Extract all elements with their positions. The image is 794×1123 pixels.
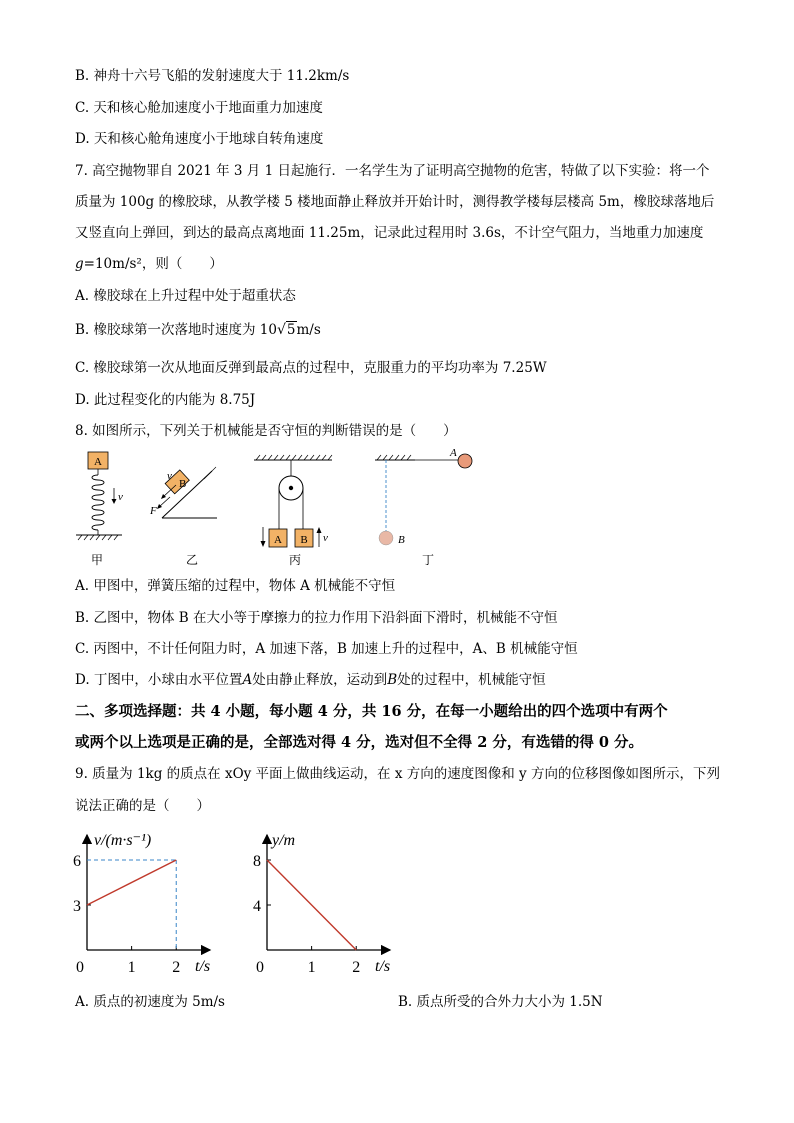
q8-option-d-part3: 处的过程中，机械能守恒 xyxy=(397,672,546,688)
x-tick-label: 0 xyxy=(76,959,84,976)
series-line xyxy=(267,860,356,950)
block-a-label: A xyxy=(94,456,102,468)
caption-ding: 丁 xyxy=(422,553,435,567)
q7-g-symbol: g xyxy=(75,256,84,272)
x-tick-label: 1 xyxy=(307,959,316,976)
y-tick-label: 4 xyxy=(253,898,261,915)
q9-option-a: A. 质点的初速度为 5m/s xyxy=(75,994,225,1010)
ball-a-label: A xyxy=(450,447,457,459)
q8-option-d xyxy=(75,671,546,689)
q7-option-b-unit: m/s xyxy=(296,322,321,338)
q9-stem-line2: 说法正确的是（ ） xyxy=(75,798,210,814)
q7-stem-line1: 7. 高空抛物罪自 2021 年 3 月 1 日起施行．一名学生为了证明高空抛物的危害，特做了以下实验：将一个 xyxy=(75,163,710,179)
q6-option-c: C. 天和核心舱加速度小于地面重力加速度 xyxy=(75,100,323,116)
q7-option-b-radicand: 5 xyxy=(286,322,296,338)
v-label-yi: v xyxy=(167,470,172,482)
q9-option-b: B. 质点所受的合外力大小为 1.5N xyxy=(398,994,603,1010)
q7-option-b xyxy=(75,321,321,339)
v-label-jia: v xyxy=(118,491,123,503)
q7-option-a: A. 橡胶球在上升过程中处于超重状态 xyxy=(75,288,296,304)
figure-bing xyxy=(254,455,332,547)
q9-stem-line1: 9. 质量为 1kg 的质点在 xOy 平面上做曲线运动，在 x 方向的速度图像和 y 方向的位移图像如图所示，下列 xyxy=(75,766,720,782)
q8-stem: 8. 如图所示，下列关于机械能是否守恒的判断错误的是（ ） xyxy=(75,423,457,439)
q8-option-d-part2: 处由静止释放，运动到 xyxy=(252,672,388,688)
q7-g-value: =10m/s²，则（ ） xyxy=(83,256,223,272)
q8-option-b: B. 乙图中，物体 B 在大小等于摩擦力的拉力作用下沿斜面下滑时，机械能不守恒 xyxy=(75,610,558,626)
q9-velocity-chart xyxy=(60,825,240,985)
q7-option-c: C. 橡胶球第一次从地面反弹到最高点的过程中，克服重力的平均功率为 7.25W xyxy=(75,360,547,376)
q8-option-d-part1: D. 丁图中，小球由水平位置 xyxy=(75,672,243,688)
caption-yi: 乙 xyxy=(186,553,199,567)
pulley-block-a-label: A xyxy=(274,534,282,546)
series-line xyxy=(87,860,176,905)
q7-stem-line4 xyxy=(75,255,223,273)
x-axis-label: t/s xyxy=(375,958,391,975)
y-tick-label: 6 xyxy=(73,853,81,870)
figure-jia xyxy=(76,452,123,540)
q8-option-a: A. 甲图中，弹簧压缩的过程中，物体 A 机械能不守恒 xyxy=(75,578,396,594)
x-tick-label: 1 xyxy=(127,959,136,976)
q7-option-d: D. 此过程变化的内能为 8.75J xyxy=(75,392,256,408)
f-label: F xyxy=(150,505,157,517)
q7-stem-line2: 质量为 100g 的橡胶球，从教学楼 5 楼地面静止释放并开始计时，测得教学楼每层楼高 5m，橡胶球落地后 xyxy=(75,194,715,210)
q6-option-d: D. 天和核心舱角速度小于地球自转角速度 xyxy=(75,131,324,147)
section2-title-line2: 或两个以上选项是正确的是，全部选对得 4 分，选对但不全得 2 分，有选错的得 0 分。 xyxy=(75,734,644,751)
y-axis-label: v/(m·s⁻¹) xyxy=(94,832,152,849)
caption-bing: 丙 xyxy=(289,553,302,567)
figure-yi xyxy=(149,467,217,518)
x-tick-label: 0 xyxy=(256,959,264,976)
q7-option-b-pre: B. 橡胶球第一次落地时速度为 10 xyxy=(75,322,277,338)
x-tick-label: 2 xyxy=(352,959,361,976)
q9-displacement-chart xyxy=(240,825,420,985)
q8-option-d-a: A xyxy=(242,672,253,688)
x-axis-label: t/s xyxy=(195,958,211,975)
q8-option-c: C. 丙图中，不计任何阻力时，A 加速下落，B 加速上升的过程中，A、B 机械能守恒 xyxy=(75,641,578,657)
q8-figure xyxy=(70,445,490,570)
ball-b-label: B xyxy=(398,534,405,546)
pulley-block-b-label: B xyxy=(300,534,308,546)
figure-ding xyxy=(375,447,472,546)
section2-title-line1: 二、多项选择题：共 4 小题，每小题 4 分，共 16 分，在每一小题给出的四个选项中有两个 xyxy=(75,703,668,720)
y-tick-label: 3 xyxy=(73,898,81,915)
x-tick-label: 2 xyxy=(172,959,181,976)
caption-jia: 甲 xyxy=(91,553,104,567)
y-tick-label: 8 xyxy=(253,853,261,870)
q6-option-b: B. 神舟十六号飞船的发射速度大于 11.2km/s xyxy=(75,68,350,84)
v-label-bing: v xyxy=(323,532,328,544)
sqrt-symbol: √ xyxy=(276,322,286,338)
q7-stem-line3: 又竖直向上弹回，到达的最高点离地面 11.25m，记录此过程用时 3.6s，不计空气阻力，当地重力加速度 xyxy=(75,225,704,241)
y-axis-label: y/m xyxy=(272,832,296,849)
block-b-label: B xyxy=(179,478,187,490)
q8-option-d-b: B xyxy=(387,672,398,688)
